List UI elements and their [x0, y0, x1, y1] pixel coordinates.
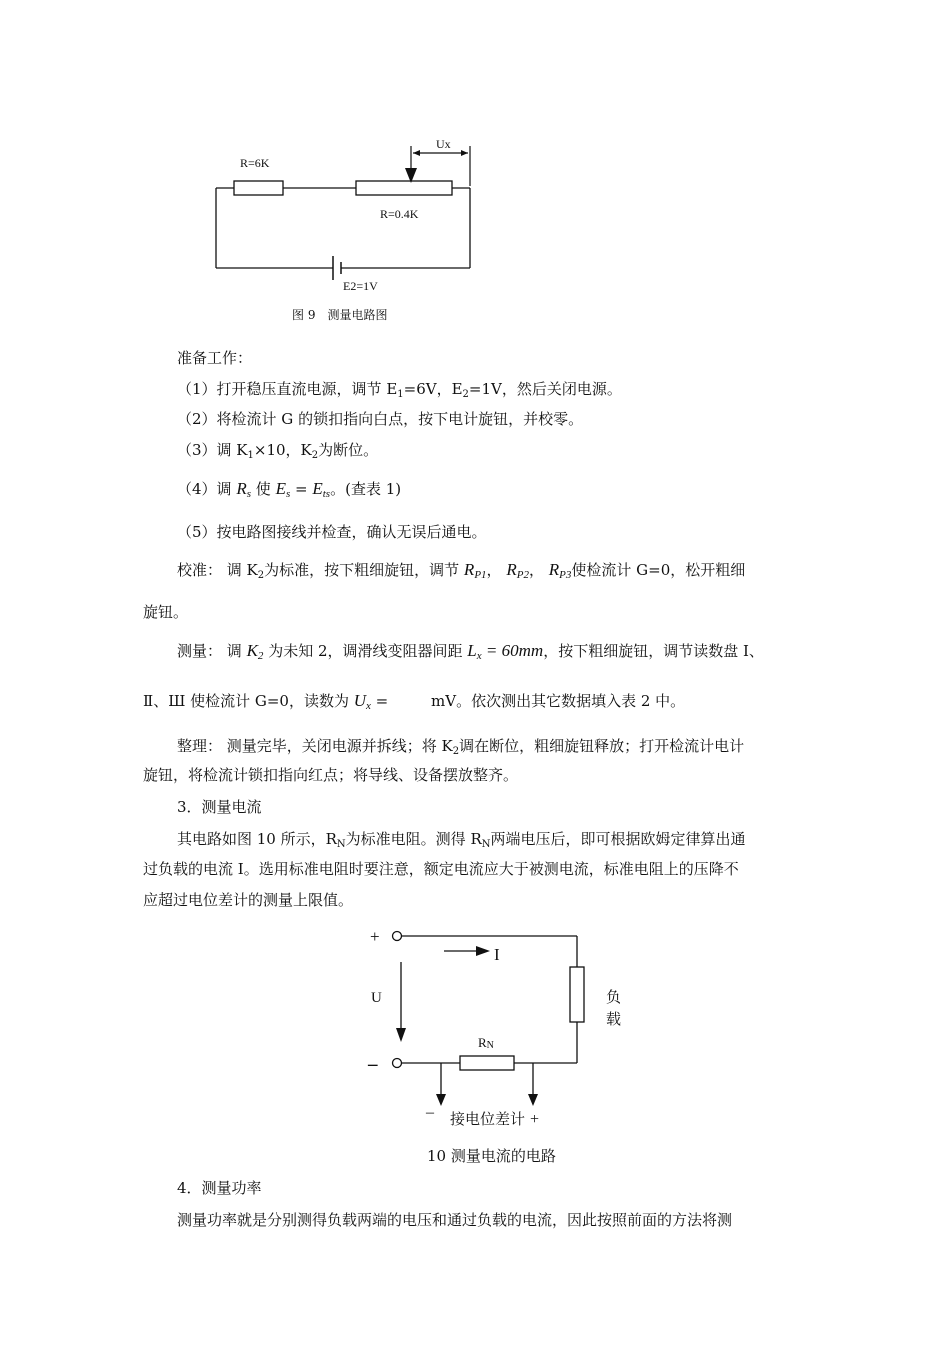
section-4-title: 4．测量功率 [177, 1179, 262, 1197]
section-3-line-1: 其电路如图 10 所示，$R_N$为标准电阻。测得 $R_N$两端电压后，即可根据欧姆定律算出通 [177, 830, 746, 850]
meter-lead-minus-arrow-icon [436, 1094, 446, 1106]
resistor-rn [460, 1056, 514, 1070]
tidy-line-1: 整理： 测量完毕，关闭电源并拆线；将 $K_2$调在断位，粗细旋钮释放；打开检流计电计 [177, 737, 745, 757]
fig10-label-load-1: 负 [606, 990, 622, 1006]
section-3-line-3: 应超过电位差计的测量上限值。 [143, 891, 354, 909]
fig10-plus: + [370, 927, 380, 946]
fig10-label-meter: 接电位差计 [450, 1112, 526, 1128]
load-resistor [570, 967, 584, 1022]
fig10-label-u: U [371, 990, 382, 1006]
tidy-line-2: 旋钮，将检流计锁扣指向红点；将导线、设备摆放整齐。 [143, 766, 519, 784]
meter-lead-plus-arrow-icon [528, 1094, 538, 1106]
terminal-minus [393, 1059, 402, 1068]
fig9-label-e2: E2=1V [343, 279, 378, 293]
u-arrow-icon [396, 1028, 406, 1042]
calib-line-2: 旋钮。 [143, 603, 189, 621]
section-4-line-1: 测量功率就是分别测得负载两端的电压和通过负载的电流，因此按照前面的方法将测 [177, 1211, 733, 1229]
fig10-meter-plus: + [530, 1111, 540, 1128]
fig10-meter-minus: – [426, 1104, 434, 1121]
fig9-label-r2: R=0.4K [380, 207, 419, 221]
measure-line-2: Ⅱ、Ш 使检流计 G=0，读数为 $U_x$ = mV。依次测出其它数据填入表 2 中。 [143, 691, 686, 712]
prep-item-2: （2）将检流计 G 的锁扣指向白点，按下电计旋钮，并校零。 [177, 410, 584, 428]
prep-title: 准备工作： [177, 349, 253, 367]
resistor-r2 [356, 181, 452, 195]
fig10-label-rn: RN [478, 1035, 494, 1051]
fig9-label-ux: Ux [436, 137, 451, 151]
fig9-label-r1: R=6K [240, 156, 270, 170]
calib-line-1: 校准： 调 $K_2$为标准，按下粗细旋钮，调节 $R_{P1}$， $R_{P2}$， $R_{P3}$使检流计 G=0，松开粗细 [177, 560, 746, 581]
figure-9-circuit [0, 0, 952, 340]
prep-item-1: （1）打开稳压直流电源，调节 $E_1=6V$，$E_2=1V$，然后关闭电源。 [177, 380, 622, 400]
section-3-line-2: 过负载的电流 I。选用标准电阻时要注意，额定电流应大于被测电流，标准电阻上的压降不 [143, 860, 739, 878]
prep-item-3: （3）调 $K_1\times 10$，$K_2$为断位。 [177, 441, 379, 461]
terminal-plus [393, 932, 402, 941]
fig10-caption: 10 测量电流的电路 [427, 1147, 556, 1165]
fig10-label-load-2: 载 [606, 1012, 622, 1028]
fig10-label-i: I [494, 945, 500, 964]
fig9-caption: 图 9 测量电路图 [292, 308, 388, 322]
resistor-r1 [234, 181, 283, 195]
fig10-minus: – [368, 1054, 378, 1075]
measure-line-1: 测量： 调 $K_2$ 为未知 2，调滑线变阻器间距 $L_x = 60mm$，按下粗细旋钮，调节读数盘 I、 [177, 641, 764, 662]
prep-item-4: （4）调 $R_s$ 使 $E_s = E_{ts}$。(查表 1) [177, 479, 402, 500]
prep-item-5: （5）按电路图接线并检查，确认无误后通电。 [177, 523, 487, 541]
i-arrow-icon [476, 946, 490, 956]
section-3-title: 3．测量电流 [177, 798, 262, 816]
